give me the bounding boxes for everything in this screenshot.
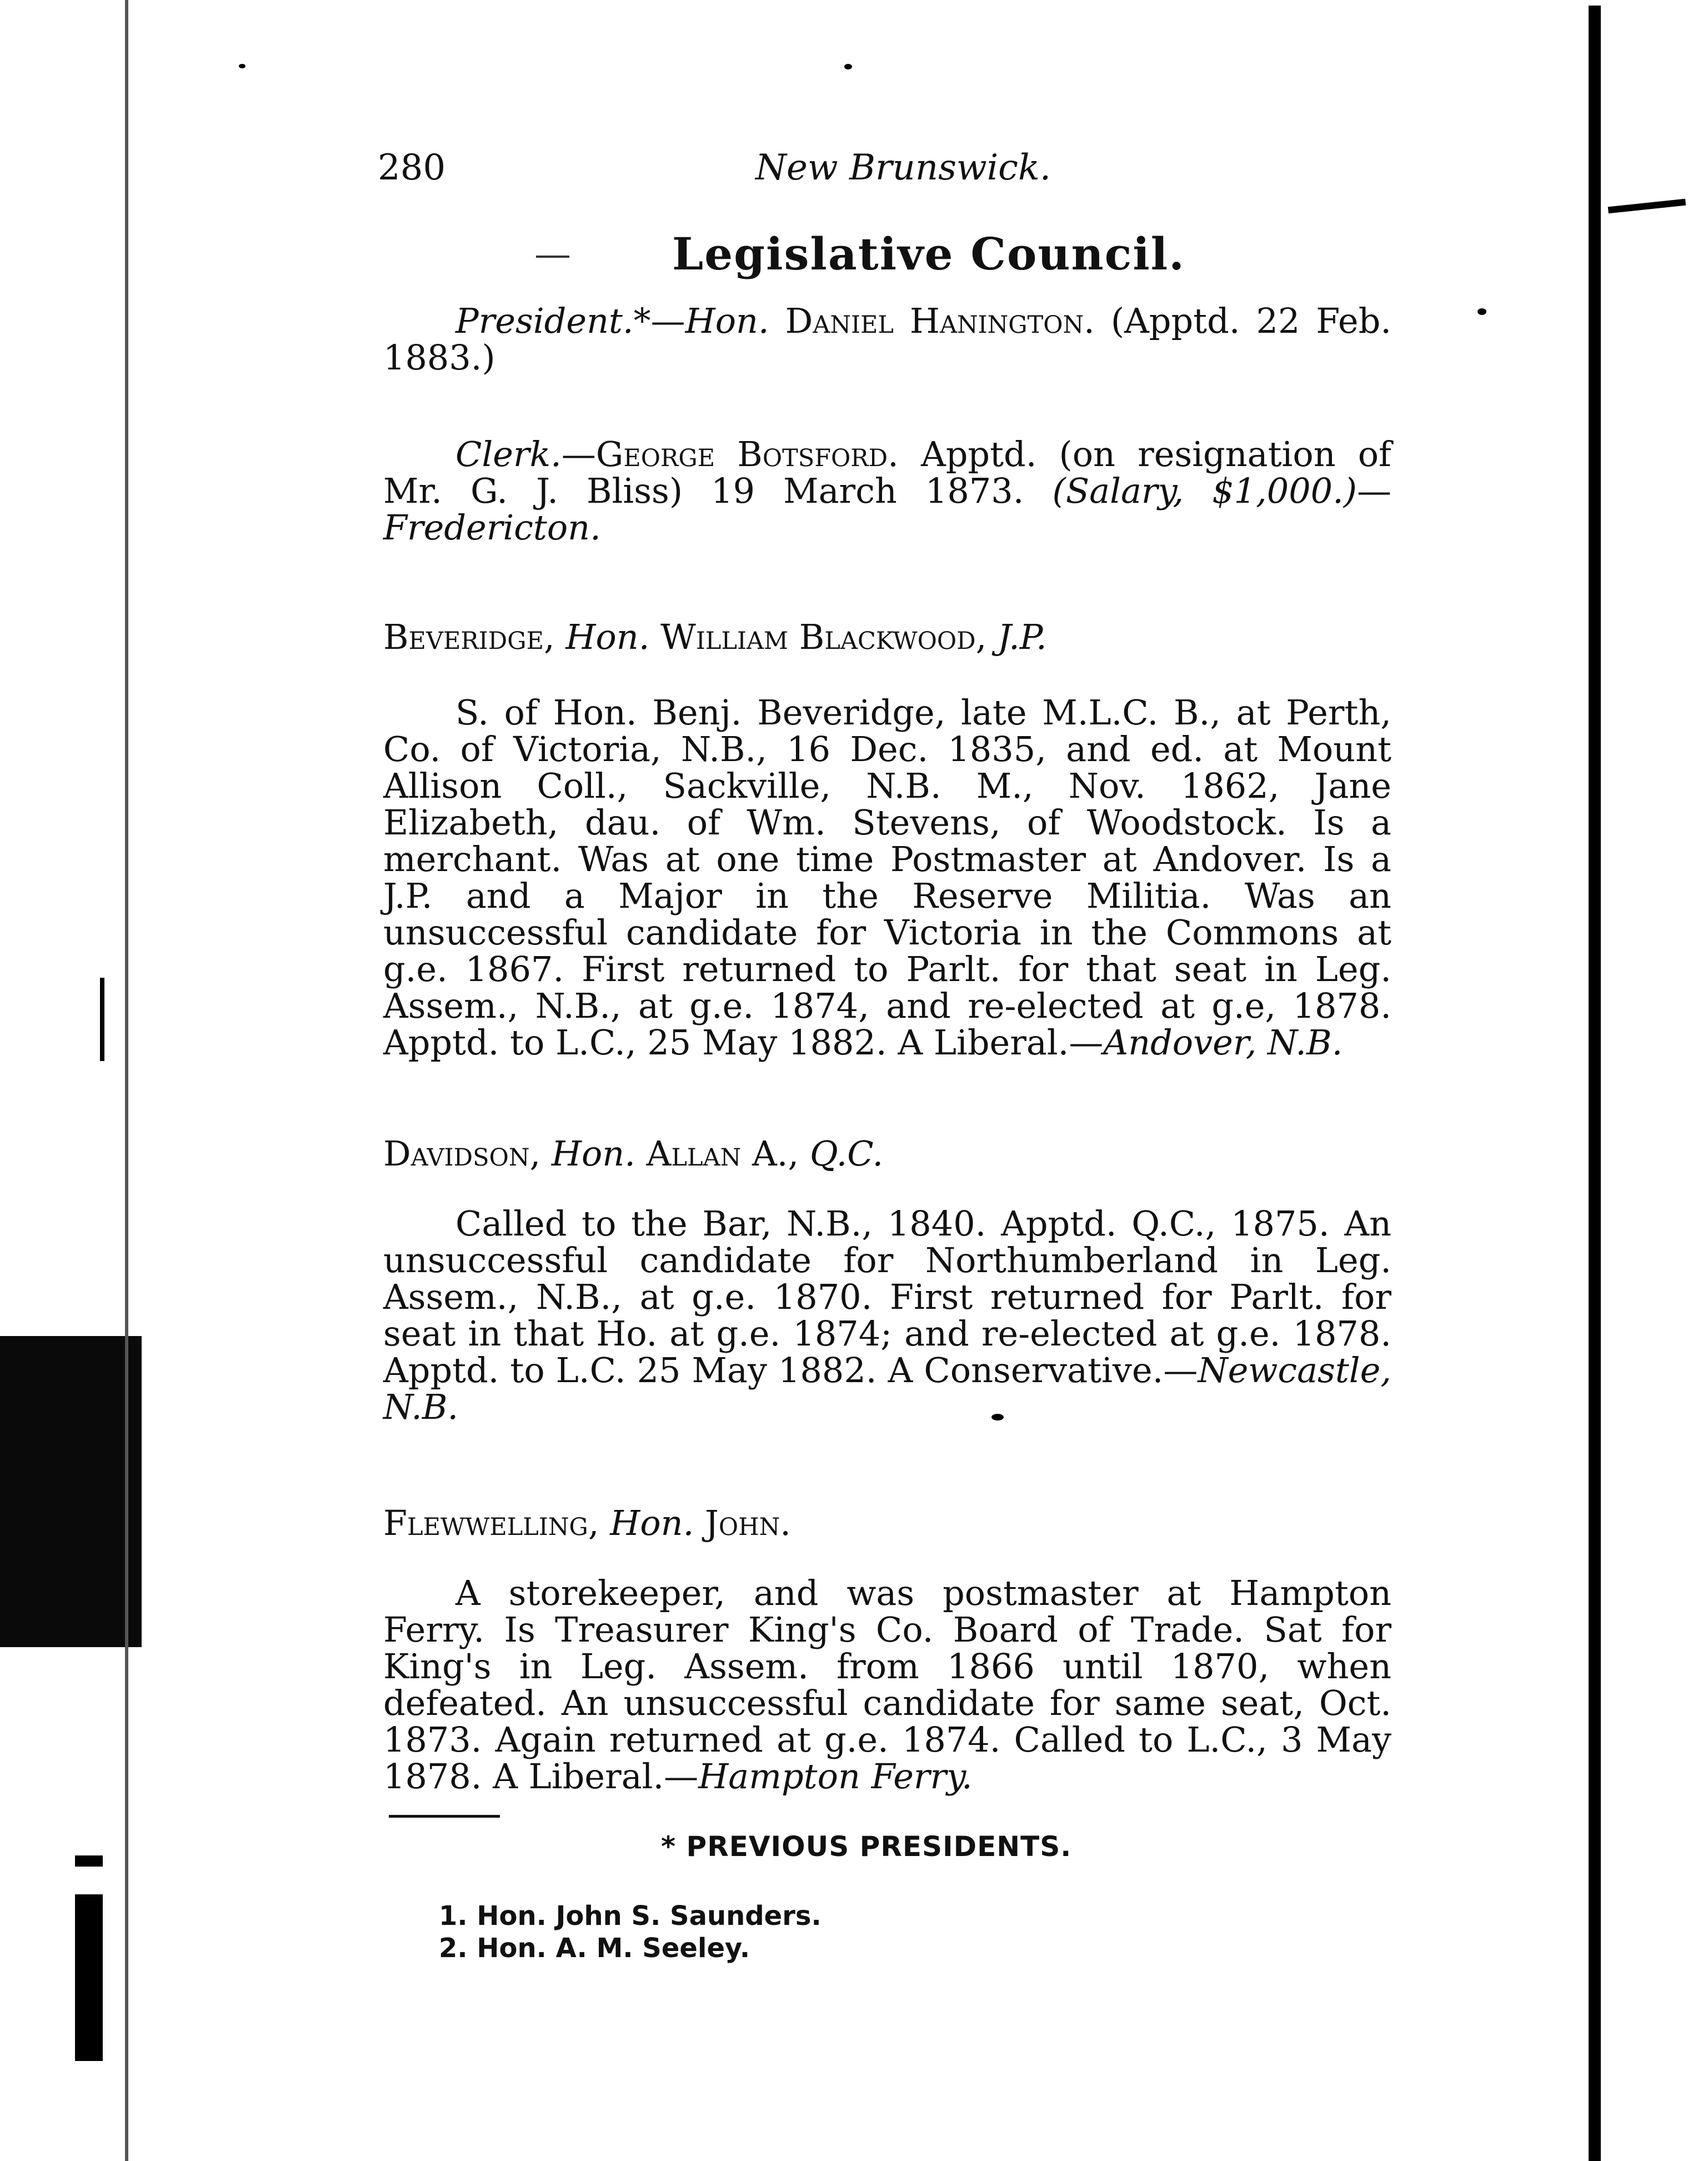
member-given-name: William Blackwood, xyxy=(660,617,987,657)
scan-speck xyxy=(1477,308,1486,315)
member-heading xyxy=(383,617,1047,657)
member-bio-text: Called to the Bar, N.B., 1840. Apptd. Q.C., 1875. An unsuccessful candidate for Northumberland in Leg. Assem., N.B., at g.e. 1870. First returned for Parlt. for seat in that Ho. at g.e. 1874; and re-elected at g.e. 1878. Apptd. to L.C. 25 May 1882. A Conservative. xyxy=(383,1203,1391,1390)
member-surname: Davidson, xyxy=(383,1133,541,1174)
member-suffix: J.P. xyxy=(998,617,1047,657)
scan-speck xyxy=(844,64,852,69)
member-surname: Beveridge, xyxy=(383,617,555,657)
president-role: President.* xyxy=(455,301,651,341)
clerk-salary: (Salary, $1,000.) xyxy=(1052,471,1357,511)
president-hon: Hon. xyxy=(685,301,769,341)
member-bio: A storekeeper, and was postmaster at Hampton Ferry. Is Treasurer King's Co. Board of Trade. Sat for King's in Leg. Assem. from 1866 until 1870, when defeated. An unsuccessful candidate for same seat, Oct. 1873. Again returned at g.e. 1874. Called to L.C., 3 May 1878. A Liberal.—Hampton Ferry. xyxy=(383,1573,1391,1797)
member-surname: Flewwelling, xyxy=(383,1503,599,1543)
title-dash xyxy=(536,256,569,258)
member-bio-text: S. of Hon. Benj. Beveridge, late M.L.C. B., at Perth, Co. of Victoria, N.B., 16 Dec. 1835, and ed. at Mount Allison Coll., Sackville, N.B. M., Nov. 1862, Jane Elizabeth, dau. of Wm. Stevens, of Woodstock. Is a merchant. Was at one time Postmaster at Andover. Is a J.P. and a Major in the Reserve Militia. Was an unsuccessful candidate for Victoria in the Commons at g.e. 1867. First returned to Parlt. for that seat in Leg. Assem., N.B., at g.e. 1874, and re-elected at g.e, 1878. Apptd. to L.C., 25 May 1882. A Liberal. xyxy=(383,692,1391,1063)
member-given-name: Allan A., xyxy=(646,1133,799,1174)
footnote-rule xyxy=(389,1815,500,1818)
clerk-role: Clerk. xyxy=(455,434,562,474)
previous-presidents-list xyxy=(439,1900,822,1964)
member-hon: Hon. xyxy=(610,1503,694,1543)
member-suffix: Q.C. xyxy=(809,1133,884,1174)
scan-mark-left xyxy=(75,1855,103,1867)
president-name: Daniel Hanington. xyxy=(785,301,1095,341)
member-place: Hampton Ferry. xyxy=(698,1756,973,1797)
member-bio: S. of Hon. Benj. Beveridge, late M.L.C. B., at Perth, Co. of Victoria, N.B., 16 Dec. 1835, and ed. at Mount Allison Coll., Sackville, N.B. M., Nov. 1862, Jane Elizabeth, dau. of Wm. Stevens, of Woodstock. Is a merchant. Was at one time Postmaster at Andover. Is a J.P. and a Major in the Reserve Militia. Was an unsuccessful candidate for Victoria in the Commons at g.e. 1867. First returned to Parlt. for that seat in Leg. Assem., N.B., at g.e. 1874, and re-elected at g.e, 1878. Apptd. to L.C., 25 May 1882. A Liberal.—Andover, N.B. xyxy=(383,692,1391,1063)
member-hon: Hon. xyxy=(551,1133,635,1174)
clerk-place: Fredericton. xyxy=(383,507,601,548)
scan-speck xyxy=(239,64,246,68)
page-number: 280 xyxy=(378,147,446,188)
president-entry: President.*—Hon. Daniel Hanington. (Apptd. 22 Feb. 1883.) xyxy=(383,301,1391,378)
binding-edge-right xyxy=(1589,6,1601,2161)
list-item: 2. Hon. A. M. Seeley. xyxy=(439,1933,750,1964)
section-title: Legislative Council. xyxy=(672,228,1186,280)
binding-edge-left xyxy=(125,0,128,2161)
member-place: Newcastle, N.B. xyxy=(383,1350,1391,1427)
member-heading xyxy=(383,1133,883,1174)
member-bio-text: A storekeeper, and was postmaster at Hampton Ferry. Is Treasurer King's Co. Board of Trade. Sat for King's in Leg. Assem. from 1866 until 1870, when defeated. An unsuccessful candidate for same seat, Oct. 1873. Again returned at g.e. 1874. Called to L.C., 3 May 1878. A Liberal. xyxy=(383,1573,1391,1797)
scan-mark-left-2 xyxy=(100,978,104,1061)
list-item: 1. Hon. John S. Saunders. xyxy=(439,1900,822,1932)
member-place: Andover, N.B. xyxy=(1103,1022,1343,1063)
member-heading xyxy=(383,1503,791,1543)
member-hon: Hon. xyxy=(565,617,650,657)
president-appointed: (Apptd. 22 Feb. 1883.) xyxy=(383,301,1391,378)
clerk-details: Apptd. (on resignation of Mr. G. J. Bliss) 19 March 1873. xyxy=(383,434,1391,511)
clerk-name: George Botsford. xyxy=(595,434,899,474)
member-given-name: John. xyxy=(705,1503,791,1543)
margin-mark-right xyxy=(1608,199,1686,214)
previous-presidents-heading: * PREVIOUS PRESIDENTS. xyxy=(661,1830,1072,1863)
scan-speck xyxy=(991,1414,1004,1420)
member-bio: Called to the Bar, N.B., 1840. Apptd. Q.C., 1875. An unsuccessful candidate for Northumberland in Leg. Assem., N.B., at g.e. 1870. First returned for Parlt. for seat in that Ho. at g.e. 1874; and re-elected at g.e. 1878. Apptd. to L.C. 25 May 1882. A Conservative.—Newcastle, N.B. xyxy=(383,1203,1391,1427)
scan-bar-left xyxy=(75,1894,103,2061)
running-title: New Brunswick. xyxy=(755,147,1051,188)
scan-block-left xyxy=(0,1336,142,1647)
clerk-entry: Clerk.—George Botsford. Apptd. (on resignation of Mr. G. J. Bliss) 19 March 1873. (Salary, $1,000.)—Fredericton. xyxy=(383,434,1391,548)
